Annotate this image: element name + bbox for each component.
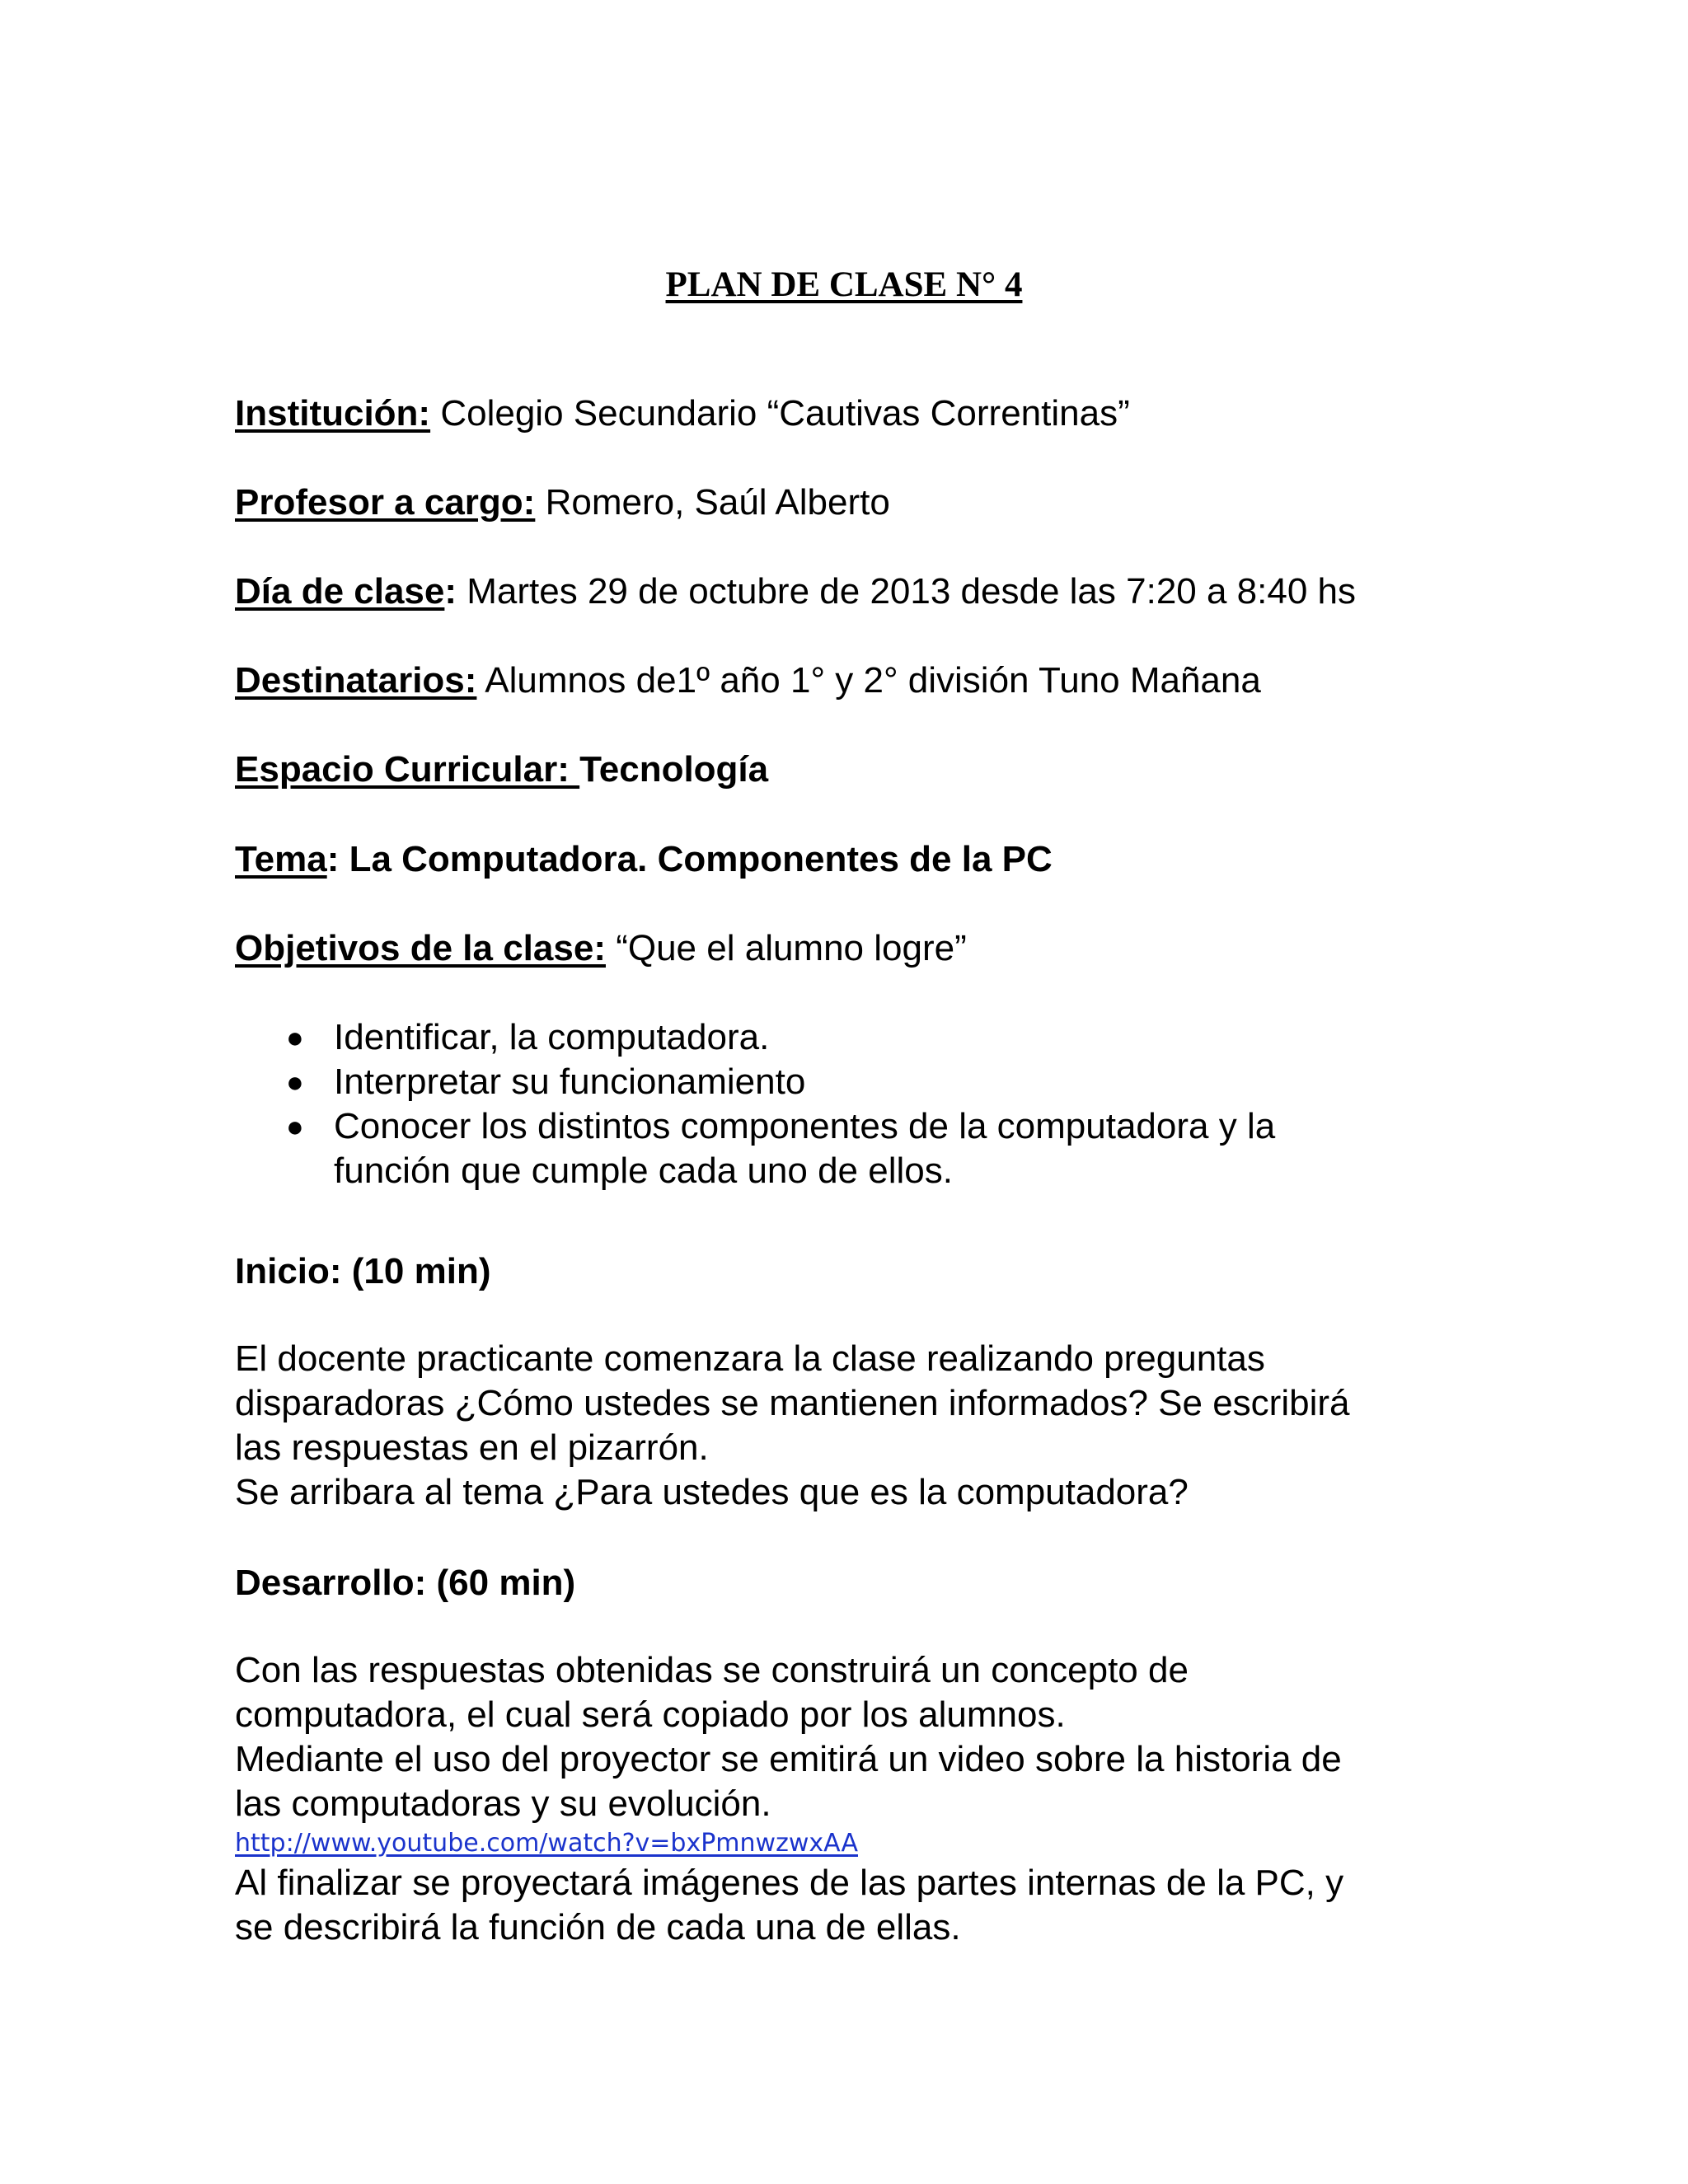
desarrollo-paragraph [235, 1648, 1455, 1950]
objectives-list [235, 1015, 1471, 1193]
field-label-espacio: Espacio Curricular: [235, 749, 580, 790]
section-heading-desarrollo: Desarrollo: (60 min) [235, 1563, 576, 1603]
field-value-institucion: Colegio Secundario “Cautivas Correntinas” [440, 393, 1130, 434]
field-dia [235, 569, 1356, 615]
objective-text: Interpretar su funcionamiento [334, 1062, 806, 1102]
paragraph-line: Al finalizar se proyectará imágenes de las partes internas de la PC, y [235, 1863, 1344, 1903]
field-value-dia: Martes 29 de octubre de 2013 desde las 7:20 a 8:40 hs [467, 571, 1357, 612]
objective-text-continued: función que cumple cada uno de ellos. [334, 1151, 953, 1191]
objective-text: Identificar, la computadora. [334, 1017, 770, 1057]
field-value-objetivos: “Que el alumno logre” [616, 928, 967, 968]
field-value-espacio: Tecnología [579, 749, 769, 790]
field-label-destinatarios: Destinatarios: [235, 660, 477, 701]
list-item [235, 1015, 1471, 1060]
objective-text: Conocer los distintos componentes de la computadora y la [334, 1106, 1276, 1146]
paragraph-line: disparadoras ¿Cómo ustedes se mantienen informados? Se escribirá [235, 1383, 1350, 1423]
field-tema [235, 837, 1053, 883]
list-item [235, 1060, 1471, 1104]
field-label-dia: Día de clase [235, 571, 445, 612]
field-value-tema: La Computadora. Componentes de la PC [349, 839, 1053, 879]
paragraph-line: computadora, el cual será copiado por los alumnos. [235, 1694, 1066, 1735]
field-label-profesor: Profesor a cargo: [235, 482, 536, 523]
field-destinatarios [235, 658, 1261, 704]
inicio-paragraph [235, 1337, 1455, 1515]
field-colon-tema: : [326, 839, 340, 879]
field-value-destinatarios: Alumnos de1º año 1° y 2° división Tuno Mañana [485, 660, 1261, 701]
paragraph-line: El docente practicante comenzara la clase realizando preguntas [235, 1338, 1265, 1379]
video-link[interactable]: http://www.youtube.com/watch?v=bxPmnwzwxAA [235, 1829, 858, 1858]
field-institucion [235, 391, 1130, 437]
paragraph-line: las respuestas en el pizarrón. [235, 1427, 709, 1468]
field-label-institucion: Institución: [235, 393, 431, 434]
field-colon-dia: : [444, 571, 457, 612]
paragraph-line: Mediante el uso del proyector se emitirá un video sobre la historia de [235, 1739, 1342, 1779]
bullet-icon: ● [286, 1109, 304, 1143]
bullet-icon: ● [286, 1020, 304, 1054]
field-profesor [235, 480, 890, 526]
page-title: PLAN DE CLASE N° 4 [665, 265, 1023, 304]
field-objetivos [235, 926, 967, 972]
section-heading-inicio: Inicio: (10 min) [235, 1251, 491, 1291]
paragraph-line: las computadoras y su evolución. [235, 1783, 771, 1824]
paragraph-line: Se arribara al tema ¿Para ustedes que es la computadora? [235, 1472, 1189, 1512]
bullet-icon: ● [286, 1065, 304, 1099]
paragraph-line: se describirá la función de cada una de ellas. [235, 1907, 961, 1947]
list-item [235, 1104, 1471, 1193]
field-espacio [235, 747, 768, 793]
field-value-profesor: Romero, Saúl Alberto [545, 482, 890, 523]
field-label-tema: Tema [235, 839, 327, 879]
field-label-objetivos: Objetivos de la clase: [235, 928, 606, 968]
paragraph-line: Con las respuestas obtenidas se construirá un concepto de [235, 1650, 1189, 1690]
